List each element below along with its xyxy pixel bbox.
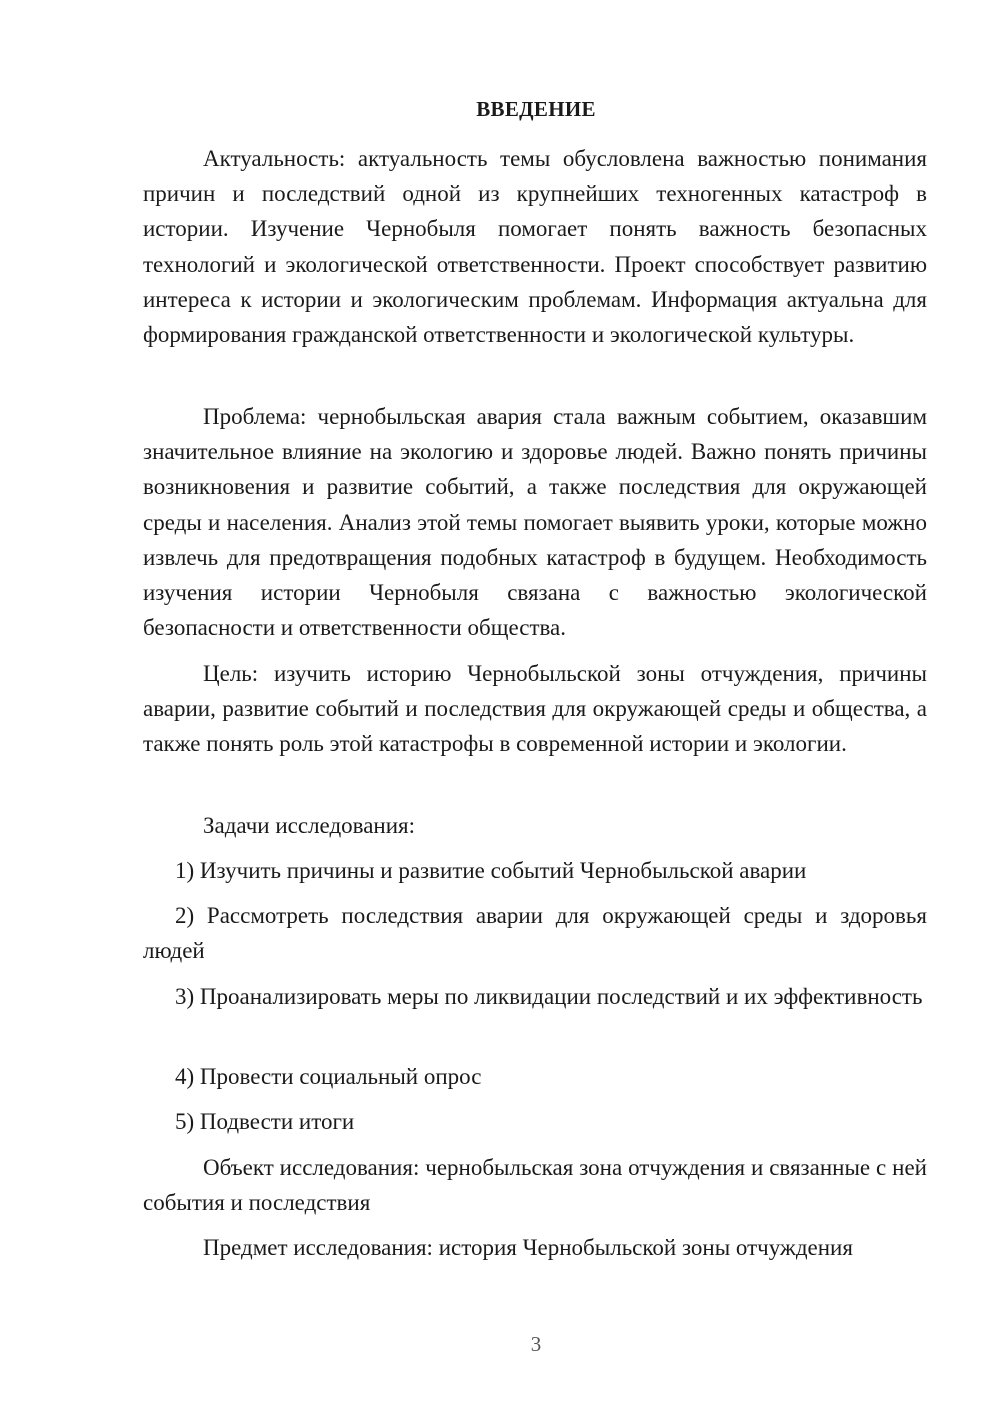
paragraph-subject: Предмет исследования: история Чернобыльской зоны отчуждения — [203, 1235, 853, 1260]
task-item-3: 3) Проанализировать меры по ликвидации последствий и их эффективность — [175, 984, 923, 1009]
page-title: ВВЕДЕНИЕ — [476, 97, 596, 121]
paragraph-goal: Цель: изучить историю Чернобыльской зоны отчуждения, причины аварии, развитие событий и последствия для окружающей среды и общества, а также понять роль этой катастрофы в современной истории и экологии. — [143, 661, 927, 757]
page-number: 3 — [530, 1332, 542, 1356]
paragraph-object: Объект исследования: чернобыльская зона отчуждения и связанные с ней события и последствия — [143, 1155, 927, 1216]
tasks-heading: Задачи исследования: — [203, 813, 416, 838]
paragraph-relevance: Актуальность: актуальность темы обусловлена важностью понимания причин и последствий одной из крупнейших техногенных катастроф в истории. Изучение Чернобыля помогает понять важность безопасных технологий и экологической ответственности. Проект способствует развитию интереса к истории и экологическим проблемам. Информация актуальна для формирования гражданской ответственности и экологической культуры. — [143, 146, 927, 348]
task-item-4: 4) Провести социальный опрос — [175, 1064, 482, 1089]
task-item-2: 2) Рассмотреть последствия аварии для окружающей среды и здоровья людей — [143, 903, 927, 964]
paragraph-problem: Проблема: чернобыльская авария стала важным событием, оказавшим значительное влияние на экологию и здоровье людей. Важно понять причины возникновения и развитие событий, а также последствия для окружающей среды и населения. Анализ этой темы помогает выявить уроки, которые можно извлечь для предотвращения подобных катастроф в будущем. Необходимость изучения истории Чернобыля связана с важностью экологической безопасности и ответственности общества. — [143, 404, 927, 641]
task-item-5: 5) Подвести итоги — [175, 1109, 355, 1134]
task-item-1: 1) Изучить причины и развитие событий Чернобыльской аварии — [175, 858, 807, 883]
